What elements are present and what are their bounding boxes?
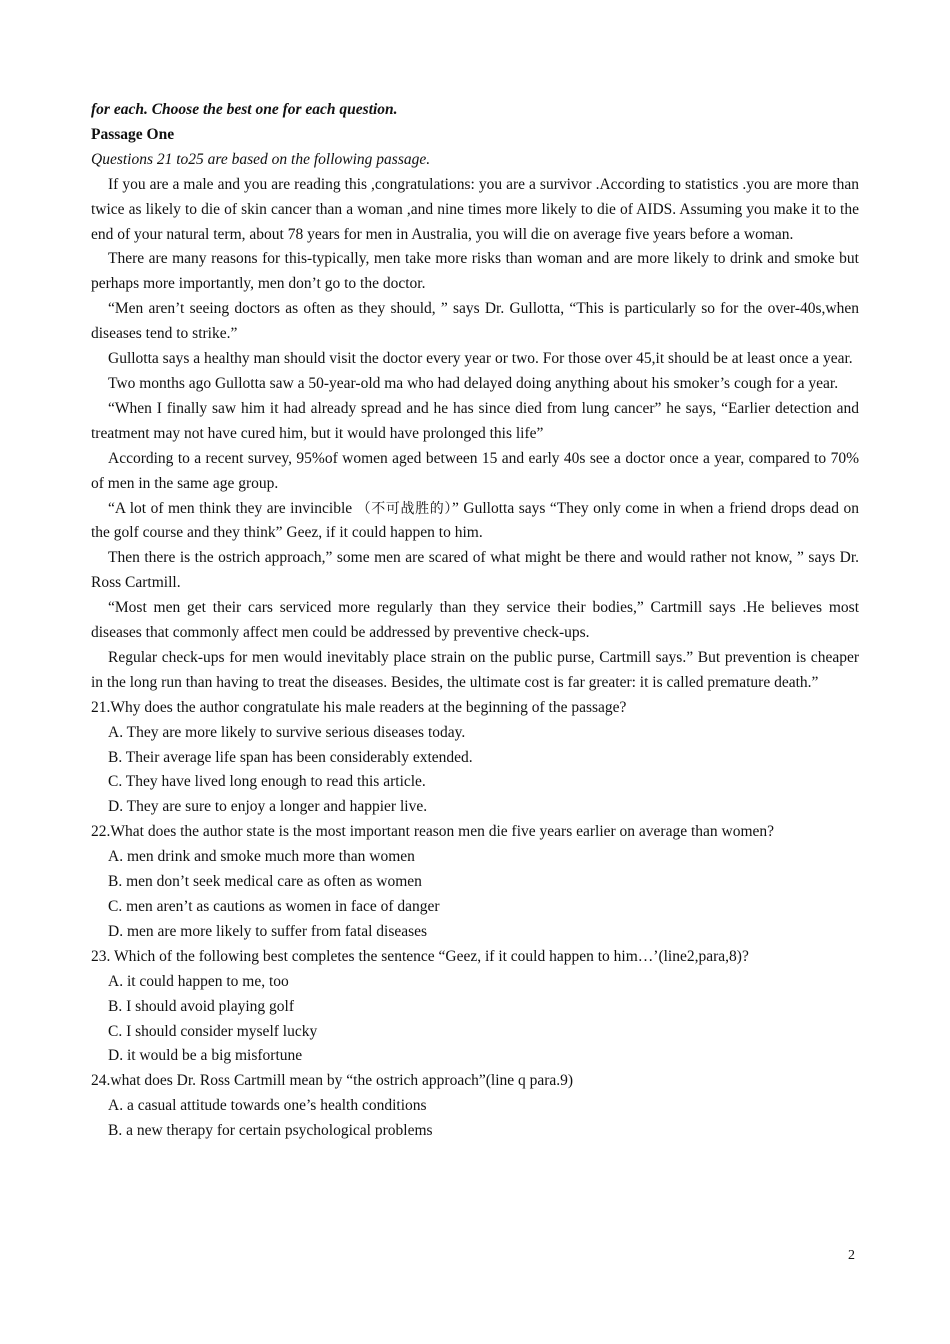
question-23-stem: 23. Which of the following best completes the sentence “Geez, if it could happen to him…’(line2,para,8)? — [91, 947, 749, 965]
passage-paragraph-11: Regular check-ups for men would inevitably place strain on the public purse, Cartmill says.” But prevention is cheaper in the long run than having to treat the diseases. Besides, the ultimate cost is far greater: it is called premature death.” — [91, 648, 859, 691]
question-24-option-a: A. a casual attitude towards one’s health conditions — [108, 1097, 427, 1115]
passage-paragraph-10: “Most men get their cars serviced more regularly than they service their bodies,” Cartmill says .He believes most diseases that commonly affect men could be addressed by preventive check-ups. — [91, 599, 859, 642]
passage-paragraph-6: “When I finally saw him it had already spread and he has since died from lung cancer” he says, “Earlier detection and treatment may not have cured him, but it would have prolonged this life” — [91, 399, 859, 442]
passage-title: Passage One — [91, 125, 175, 143]
paragraph-8-text-start: “A lot of men think they are invincible — [108, 499, 357, 517]
passage-paragraph-2: There are many reasons for this-typically, men take more risks than woman and are more likely to drink and smoke but perhaps more importantly, men don’t go to the doctor. — [91, 250, 859, 293]
question-23-option-c: C. I should consider myself lucky — [108, 1022, 318, 1040]
question-23-option-d: D. it would be a big misfortune — [108, 1047, 303, 1065]
question-22-option-d: D. men are more likely to suffer from fatal diseases — [108, 922, 428, 940]
passage-paragraph-7: According to a recent survey, 95%of women aged between 15 and early 40s see a doctor once a year, compared to 70% of men in the same age group. — [91, 449, 859, 492]
question-22-option-c: C. men aren’t as cautions as women in face of danger — [108, 898, 440, 915]
page-number: 2 — [848, 1248, 855, 1263]
question-21-stem: 21.Why does the author congratulate his male readers at the beginning of the passage? — [91, 698, 627, 716]
question-24-option-b: B. a new therapy for certain psychological problems — [108, 1122, 433, 1140]
passage-instruction: Questions 21 to25 are based on the following passage. — [91, 150, 431, 168]
passage-paragraph-3: “Men aren’t seeing doctors as often as they should, ” says Dr. Gullotta, “This is particularly so for the over-40s,when diseases tend to strike.” — [91, 300, 859, 343]
question-23-option-a: A. it could happen to me, too — [108, 972, 289, 990]
passage-paragraph-4: Gullotta says a healthy man should visit the doctor every year or two. For those over 45,it should be at least once a year. — [108, 350, 853, 368]
question-21-option-a: A. They are more likely to survive serious diseases today. — [108, 723, 466, 741]
question-21-option-d: D. They are sure to enjoy a longer and happier live. — [108, 798, 428, 816]
chinese-gloss: （不可战胜的） — [356, 500, 453, 517]
question-23-option-b: B. I should avoid playing golf — [108, 997, 294, 1015]
passage-paragraph-5: Two months ago Gullotta saw a 50-year-old ma who had delayed doing anything about his smoker’s cough for a year. — [108, 374, 839, 392]
passage-paragraph-1: If you are a male and you are reading this ,congratulations: you are a survivor .According to statistics .you are more than twice as likely to die of skin cancer than a woman ,and nine times more likely to die of AIDS. Assuming you make it to the end of your natural term, about 78 years for men in Australia, you will die on average five years before a woman. — [91, 175, 859, 243]
question-24-stem: 24.what does Dr. Ross Cartmill mean by “the ostrich approach”(line q para.9) — [91, 1072, 574, 1090]
passage-paragraph-8 — [91, 497, 859, 547]
section-intro: for each. Choose the best one for each question. — [91, 101, 398, 118]
question-21-option-c: C. They have lived long enough to read this article. — [108, 773, 426, 791]
question-21-option-b: B. Their average life span has been considerably extended. — [108, 748, 473, 766]
passage-paragraph-9: Then there is the ostrich approach,” some men are scared of what might be there and would rather not know, ” says Dr. Ross Cartmill. — [91, 549, 859, 592]
paragraph-8-text-end: ” Gullotta says “They only come in when a friend drops dead on the golf course and they think” Geez, if it could happen to him. — [91, 499, 860, 542]
document-page — [91, 98, 859, 1144]
question-22-option-b: B. men don’t seek medical care as often as women — [108, 873, 422, 891]
question-22-option-a: A. men drink and smoke much more than women — [108, 848, 415, 866]
question-22-stem: 22.What does the author state is the most important reason men die five years earlier on average than women? — [91, 823, 775, 841]
